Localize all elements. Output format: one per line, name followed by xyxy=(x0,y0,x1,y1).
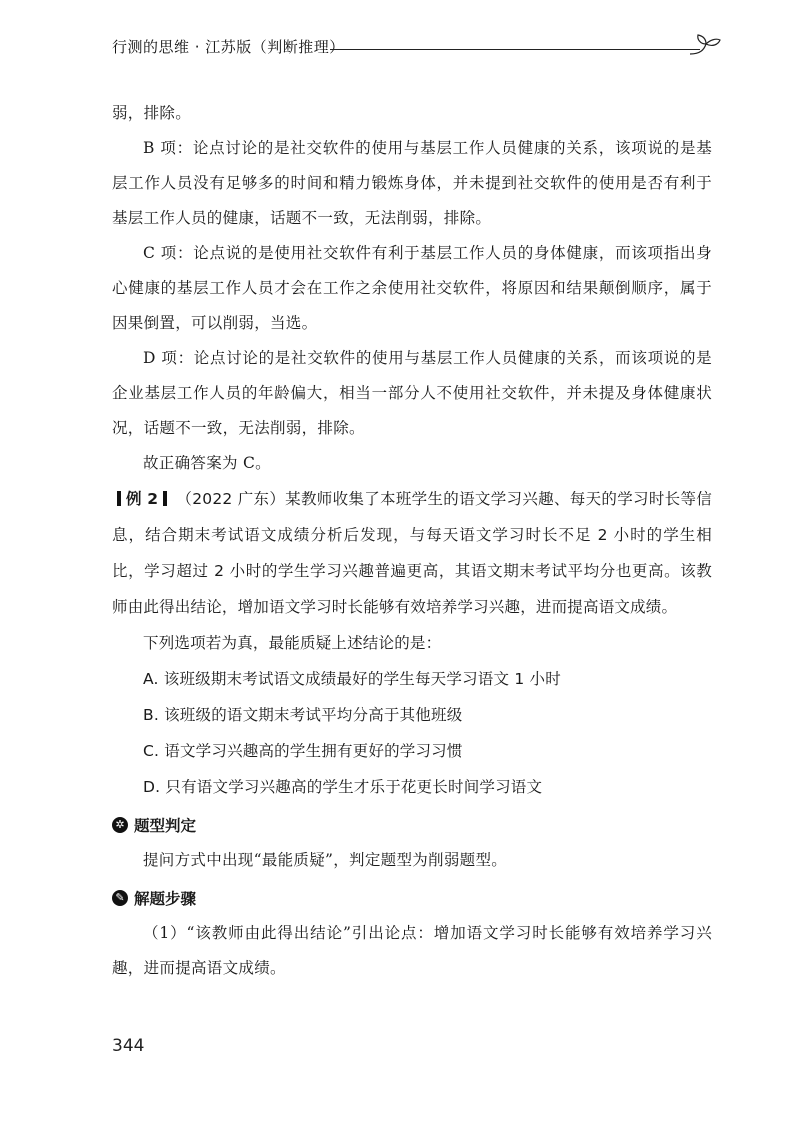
page-number: 344 xyxy=(112,1036,145,1056)
pencil-icon: ✎ xyxy=(112,890,128,906)
example-text: （2022 广东）某教师收集了本班学生的语文学习兴趣、每天的学习时长等信息，结合期末考试语文成绩分析后发现，与每天语文学习时长不足 2 小时的学生相比，学习超过 2 小时的学生学习兴趣普遍更高，其语文期末考试平均分也更高。该教师由此得出结论，增加语文学习时长能够有效培养学习兴趣，进而提高语文成绩。 xyxy=(112,490,712,616)
tag-bar-right xyxy=(163,491,167,506)
section-type-title: 题型判定 xyxy=(134,817,197,835)
sprout-icon xyxy=(686,30,726,60)
option-a: A. 该班级期末考试语文成绩最好的学生每天学习语文 1 小时 xyxy=(143,670,561,688)
paragraph-answer: 故正确答案为 C。 xyxy=(143,454,271,472)
paragraph-continuation: 弱，排除。 xyxy=(112,104,192,122)
option-c: C. 语文学习兴趣高的学生拥有更好的学习习惯 xyxy=(143,742,463,760)
example-stem xyxy=(112,481,712,625)
section-steps-title: 解题步骤 xyxy=(134,890,197,908)
section-type-head xyxy=(112,807,712,843)
section-type-text: 提问方式中出现“最能质疑”，判定题型为削弱题型。 xyxy=(143,851,508,869)
option-b: B. 该班级的语文期末考试平均分高于其他班级 xyxy=(143,706,463,724)
example-tag xyxy=(112,481,172,517)
paragraph-option-c-analysis: C 项：论点说的是使用社交软件有利于基层工作人员的身体健康，而该项指出身心健康的基层工作人员才会在工作之余使用社交软件，将原因和结果颠倒顺序，属于因果倒置，可以削弱，当选。 xyxy=(112,244,712,332)
paragraph-option-b-analysis: B 项：论点讨论的是社交软件的使用与基层工作人员健康的关系，该项说的是基层工作人员没有足够多的时间和精力锻炼身体，并未提到社交软件的使用是否有利于基层工作人员的健康，话题不一致，无法削弱，排除。 xyxy=(112,139,712,227)
section-steps-text: （1）“该教师由此得出结论”引出论点：增加语文学习时长能够有效培养学习兴趣，进而提高语文成绩。 xyxy=(112,924,712,977)
example-question: 下列选项若为真，最能质疑上述结论的是： xyxy=(143,634,442,652)
page-content xyxy=(112,96,712,986)
options-list xyxy=(112,661,712,805)
option-d: D. 只有语文学习兴趣高的学生才乐于花更长时间学习语文 xyxy=(143,778,543,796)
section-steps-head xyxy=(112,880,712,916)
gear-icon: ✲ xyxy=(112,817,128,833)
header-title: 行测的思维 · 江苏版（判断推理） xyxy=(112,38,345,56)
running-header xyxy=(112,26,722,66)
paragraph-option-d-analysis: D 项：论点讨论的是社交软件的使用与基层工作人员健康的关系，而该项说的是企业基层工作人员的年龄偏大，相当一部分人不使用社交软件，并未提及身体健康状况，话题不一致，无法削弱，排除。 xyxy=(112,349,712,437)
tag-bar-left xyxy=(117,491,121,506)
example-tag-label: 例 2 xyxy=(126,490,159,508)
example-block xyxy=(112,481,712,805)
header-rule xyxy=(330,49,700,50)
